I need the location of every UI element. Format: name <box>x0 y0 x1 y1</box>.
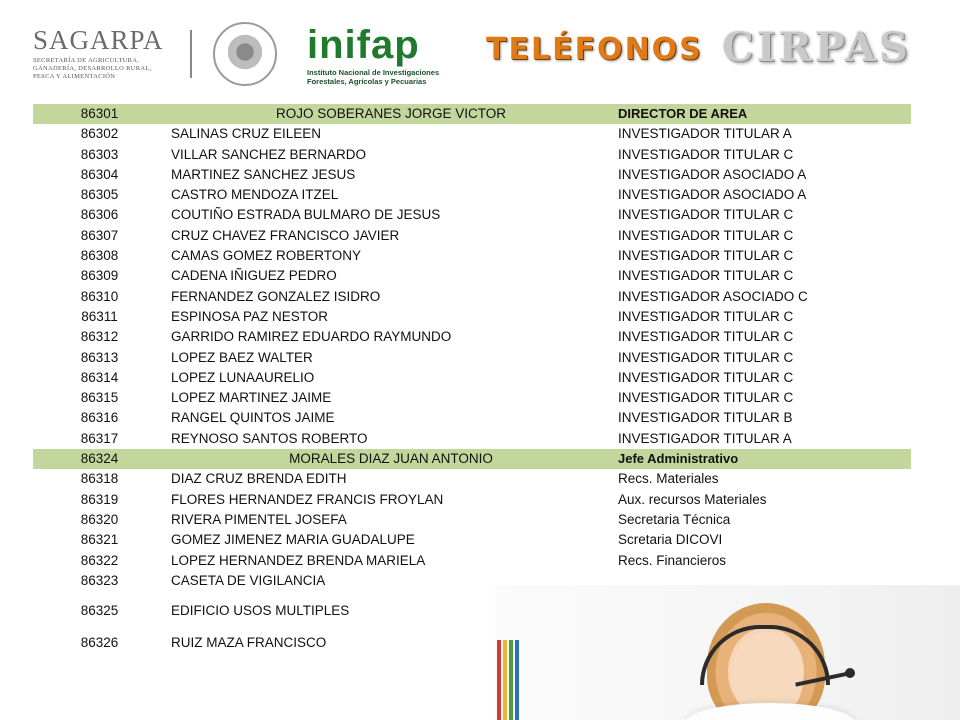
name-cell: CASETA DE VIGILANCIA <box>171 572 326 588</box>
position-cell: INVESTIGADOR ASOCIADO A <box>618 166 807 182</box>
extension-cell: 86319 <box>80 491 119 507</box>
name-cell: LOPEZ BAEZ WALTER <box>171 349 313 365</box>
extension-cell: 86325 <box>80 603 119 619</box>
operator-body <box>685 703 855 720</box>
name-cell: VILLAR SANCHEZ BERNARDO <box>171 146 367 162</box>
name-cell: GOMEZ JIMENEZ MARIA GUADALUPE <box>171 532 415 548</box>
name-cell: CAMAS GOMEZ ROBERTONY <box>171 248 362 264</box>
position-cell: Recs. Materiales <box>618 471 719 487</box>
name-cell: ESPINOSA PAZ NESTOR <box>171 308 329 324</box>
position-cell: INVESTIGADOR TITULAR C <box>618 308 794 324</box>
position-cell: INVESTIGADOR TITULAR C <box>618 227 794 243</box>
position-cell: Secretaria Técnica <box>618 511 731 527</box>
operator-photo <box>495 585 960 720</box>
position-cell: INVESTIGADOR TITULAR B <box>618 410 793 426</box>
name-cell: REYNOSO SANTOS ROBERTO <box>171 430 368 446</box>
cirpas-brand: CIRPAS <box>722 24 911 71</box>
phone-directory-table <box>33 104 911 653</box>
position-cell: INVESTIGADOR TITULAR C <box>618 207 794 223</box>
position-cell: INVESTIGADOR TITULAR C <box>618 268 794 284</box>
position-cell: INVESTIGADOR TITULAR C <box>618 248 794 264</box>
extension-cell: 86313 <box>80 349 119 365</box>
extension-cell: 86318 <box>80 471 119 487</box>
position-cell: Scretaria DICOVI <box>618 532 723 548</box>
table-row <box>33 307 911 327</box>
extension-cell: 86302 <box>80 126 119 142</box>
inifap-logo-subtitle <box>307 68 467 86</box>
eagle-emblem-icon <box>227 34 263 74</box>
decorative-stripes <box>495 585 525 720</box>
inifap-logo-name: inifap <box>307 23 420 67</box>
sagarpa-tagline-line: GANADERÍA, DESARROLLO RURAL, <box>33 65 152 72</box>
extension-cell: 86320 <box>80 511 119 527</box>
sagarpa-tagline-line: SECRETARÍA DE AGRICULTURA, <box>33 57 140 64</box>
extension-cell: 86315 <box>80 390 119 406</box>
name-cell: MORALES DIAZ JUAN ANTONIO <box>289 451 493 467</box>
microphone-icon <box>845 668 855 678</box>
table-row-highlighted <box>33 449 911 469</box>
table-row <box>33 287 911 307</box>
header <box>0 0 960 100</box>
extension-cell: 86323 <box>80 572 119 588</box>
logo-divider <box>190 30 192 78</box>
name-cell: GARRIDO RAMIREZ EDUARDO RAYMUNDO <box>171 329 452 345</box>
position-cell: INVESTIGADOR TITULAR C <box>618 349 794 365</box>
table-row <box>33 388 911 408</box>
extension-cell: 86308 <box>80 248 119 264</box>
name-cell: RIVERA PIMENTEL JOSEFA <box>171 511 347 527</box>
table-row <box>33 490 911 510</box>
name-cell: RANGEL QUINTOS JAIME <box>171 410 335 426</box>
table-row <box>33 368 911 388</box>
table-row <box>33 429 911 449</box>
sagarpa-logo-tagline <box>33 57 173 81</box>
extension-cell: 86314 <box>80 369 119 385</box>
name-cell: MARTINEZ SANCHEZ JESUS <box>171 166 356 182</box>
extension-cell: 86317 <box>80 430 119 446</box>
extension-cell: 86306 <box>80 207 119 223</box>
extension-cell: 86322 <box>80 552 119 568</box>
name-cell: ROJO SOBERANES JORGE VICTOR <box>275 106 507 121</box>
name-cell: SALINAS CRUZ EILEEN <box>171 126 322 142</box>
name-cell: EDIFICIO USOS MULTIPLES <box>171 603 350 619</box>
table-row <box>33 469 911 489</box>
name-cell: LOPEZ MARTINEZ JAIME <box>171 390 332 406</box>
position-cell: INVESTIGADOR ASOCIADO C <box>618 288 808 304</box>
extension-cell: 86310 <box>80 288 119 304</box>
extension-cell: 86309 <box>80 268 119 284</box>
position-cell: Jefe Administrativo <box>618 451 739 467</box>
position-cell: INVESTIGADOR ASOCIADO A <box>618 187 807 203</box>
name-cell: CADENA IÑIGUEZ PEDRO <box>171 268 337 284</box>
name-cell: LOPEZ LUNAAURELIO <box>171 369 315 385</box>
inifap-logo <box>307 23 467 96</box>
name-cell: COUTIÑO ESTRADA BULMARO DE JESUS <box>171 207 441 223</box>
page-title: TELÉFONOS <box>486 32 703 67</box>
table-row <box>33 205 911 225</box>
table-row <box>33 124 911 144</box>
name-cell: CRUZ CHAVEZ FRANCISCO JAVIER <box>171 227 400 243</box>
table-row <box>33 408 911 428</box>
name-cell: LOPEZ HERNANDEZ BRENDA MARIELA <box>171 552 426 568</box>
extension-cell: 86304 <box>80 166 119 182</box>
table-row <box>33 266 911 286</box>
name-cell: FERNANDEZ GONZALEZ ISIDRO <box>171 288 381 304</box>
extension-cell: 86303 <box>80 146 119 162</box>
inifap-subtitle-line: Forestales, Agrícolas y Pecuarias <box>307 77 427 86</box>
extension-cell: 86301 <box>80 106 119 121</box>
sagarpa-logo <box>33 26 173 96</box>
table-row <box>33 226 911 246</box>
name-cell: FLORES HERNANDEZ FRANCIS FROYLAN <box>171 491 444 507</box>
table-row-highlighted <box>33 104 911 124</box>
position-cell: INVESTIGADOR TITULAR C <box>618 390 794 406</box>
table-row <box>33 165 911 185</box>
extension-cell: 86316 <box>80 410 119 426</box>
extension-cell: 86312 <box>80 329 119 345</box>
name-cell: CASTRO MENDOZA ITZEL <box>171 187 339 203</box>
extension-cell: 86305 <box>80 187 119 203</box>
sagarpa-logo-name: SAGARPA <box>33 25 164 55</box>
table-row <box>33 348 911 368</box>
table-row <box>33 551 911 571</box>
table-row <box>33 145 911 165</box>
position-cell: INVESTIGADOR TITULAR C <box>618 146 794 162</box>
name-cell: DIAZ CRUZ BRENDA EDITH <box>171 471 347 487</box>
extension-cell: 86311 <box>81 308 118 324</box>
table-row <box>33 327 911 347</box>
position-cell: INVESTIGADOR TITULAR A <box>618 126 792 142</box>
mexico-seal-logo <box>205 20 285 94</box>
position-cell: Recs. Financieros <box>618 552 727 568</box>
inifap-subtitle-line: Instituto Nacional de Investigaciones <box>307 68 440 77</box>
extension-cell: 86324 <box>80 451 119 467</box>
extension-cell: 86326 <box>80 635 119 651</box>
position-cell: INVESTIGADOR TITULAR A <box>618 430 792 446</box>
position-cell: DIRECTOR DE AREA <box>618 106 748 121</box>
table-row <box>33 185 911 205</box>
extension-cell: 86321 <box>80 532 119 548</box>
position-cell: INVESTIGADOR TITULAR C <box>618 329 794 345</box>
extension-cell: 86307 <box>80 227 119 243</box>
table-row <box>33 510 911 530</box>
name-cell: RUIZ MAZA FRANCISCO <box>171 635 327 651</box>
position-cell: INVESTIGADOR TITULAR C <box>618 369 794 385</box>
table-row <box>33 530 911 550</box>
position-cell: Aux. recursos Materiales <box>618 491 767 507</box>
table-row <box>33 246 911 266</box>
sagarpa-tagline-line: PESCA Y ALIMENTACIÓN <box>33 73 116 80</box>
